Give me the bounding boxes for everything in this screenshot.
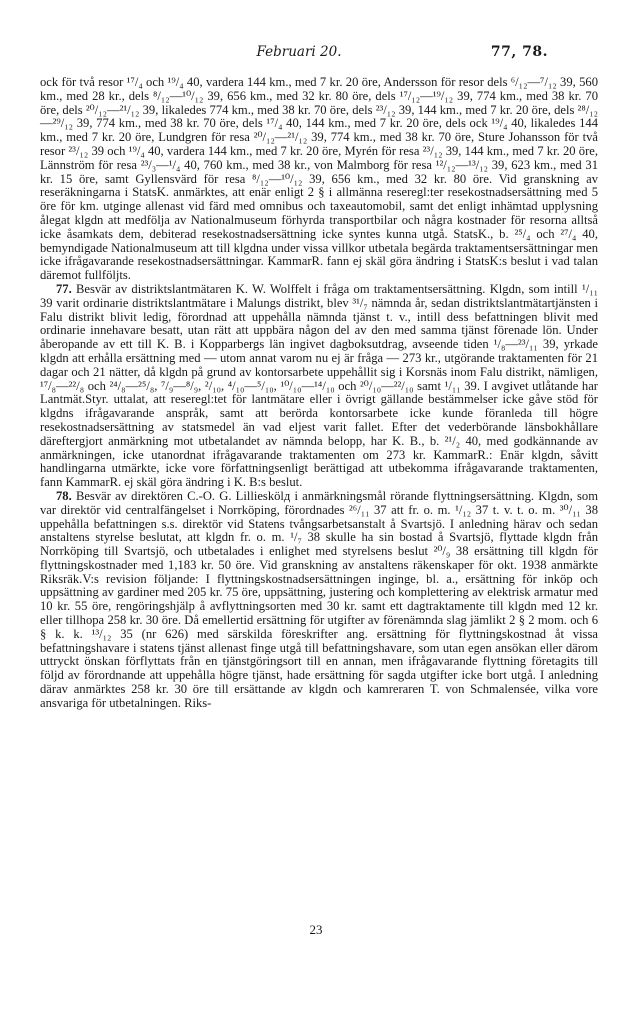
body-text	[40, 76, 598, 711]
paragraph-78	[40, 490, 598, 711]
section-numbers: 77, 78.	[490, 44, 548, 60]
paragraph-continuation	[40, 76, 598, 283]
paragraph-77	[40, 283, 598, 490]
paragraph-number: 78.	[56, 488, 72, 503]
paragraph-number: 77.	[56, 281, 72, 296]
paragraph-text: Besvär av direktören C.-O. G. Lillieskölд i anmärkningsmål rörande flyttningsersättning. Klgdn, som var direktör vid centralfängelset i Norrköping, förordnades ²⁶/₁₁ 37 att fr. o. m. ¹/₁₂ 37 t. v. t. o. m. ³⁰/₁₁ 38 uppehålla befattningen s.s. direktör vid Statens tvångsarbetsanstalt å Svartsjö. I anledning härav och sedan anstaltens styrelse beslutat, att klgdn fr. o. m. ¹/₇ 38 skulle ha sin bostad å Svartsjö, flyttade klgdn från Norrköping till Svartsjö, och utbetalades i enlighet med styrelsens beslut ²⁰/₉ 38 ersättning till klgdn för flyttningskostnader med 1,183 kr. 50 öre. Vid granskning av anstaltens räkenskaper för okt. 1938 anmärkte Riksräk.V:s revision följande: I flyttningskostnadsersättningen inginge, bl. a., ersättning för inköp och uppsättning av gardiner med 205 kr. 75 öre, uppsättning, justering och komplettering av elektrisk armatur med 10 kr. 55 öre, rengöringshjälp å avflyttningsorten med 30 kr. samt ett dagtraktamente till klgdn med 12 kr. eller tillhopa 258 kr. 30 öre. Då emellertid ersättning för utgifter av förenämnda slag jämlikt 2 § 2 mom. och 6 § k. k. ¹³/₁₂ 35 (nr 626) med särskilda föreskrifter ang. ersättning för flyttningskostnad åt vissa befattningshavare i statens tjänst allenast finge utgå till befattningshavare, som utan egen ansökan eller därom uttryckt önskan förflyttats från en tjänstgöringsort till en annan, men ifrågavarande flyttning företagits till följd av förordnande att uppehålla högre tjänst, hade ersättning för sagda utgifter icke bort utgå. I anledning därav anmärktes 258 kr. 30 öre till ersättande av klgdn och kamreraren T. von Schmalensée, vilka vore ansvariga för utbetalningen. Riks-	[40, 488, 598, 710]
page-header	[60, 44, 548, 68]
running-title: Februari 20.	[256, 44, 342, 60]
page-number: 23	[309, 922, 323, 937]
paragraph-text: ock för två resor ¹⁷/₄ och ¹⁹/₄ 40, vardera 144 km., med 7 kr. 20 öre, Andersson för resor dels ⁶/₁₂—⁷/₁₂ 39, 560 km., med 28 kr., dels ⁸/₁₂—¹⁰/₁₂ 39, 656 km., med 32 kr. 80 öre, dels ¹⁷/₁₂—¹⁹/₁₂ 39, 774 km., med 38 kr. 70 öre, dels ²⁰/₁₂—²¹/₁₂ 39, likaledes 774 km., med 38 kr. 70 öre, dels ²³/₁₂ 39, 144 km., med 7 kr. 20 öre, dels ²⁸/₁₂—²⁹/₁₂ 39, 774 km., med 38 kr. 70 öre, dels ¹⁷/₄ 40, 144 km., med 7 kr. 20 öre, dels ock ¹⁹/₄ 40, likaledes 144 km., med 7 kr. 20 öre, Lundgren för resa ²⁰/₁₂—²¹/₁₂ 39, 774 km., med 38 kr. 70 öre, Sture Johansson för två resor ²³/₁₂ 39 och ¹⁹/₄ 40, vardera 144 km., med 7 kr. 20 öre, Myrén för resa ²³/₁₂ 39, 144 km., med 7 kr. 20 öre, Lännström för resa ²³/₃—¹/₄ 40, 760 km., med 38 kr., von Malmborg för resa ¹²/₁₂—¹³/₁₂ 39, 623 km., med 31 kr. 15 öre, samt Gyllensvärd för resa ⁸/₁₂—¹⁰/₁₂ 39, 656 km., med 32 kr. 80 öre. Vid granskning av reseräkningarna i StatsK. anmärktes, att enär enligt 2 § i allmänna reseregl:ter resekostnadsersättning med 5 öre för km. utginge allenast vid färd med omnibus och taxeautomobil, samt det enligt inhämtad upplysning ålegat klgdn att medfölja av Nationalmuseum förhyrda transportbilar och några kostnader för resorna alltså icke åsamkats dem, debiterad resekostnadsersättning icke syntes kunna utgå. StatsK., b. ²⁵/₄ och ²⁷/₄ 40, bemyndigade Nationalmuseum att till klgdna under vissa villkor utbetala begärda traktamentsersättningar men icke ifrågavarande resekostnadsersättningar. KammarR. fann ej skäl göra ändring i StatsK:s beslut i vad talan däremot fullföljts.	[40, 75, 598, 283]
paragraph-text: Besvär av distriktslantmätaren K. W. Wolffelt i fråga om traktamentsersättning. Klgdn, som intill ¹/₁₁ 39 varit ordinarie distriktslantmätare i Malungs distrikt, blev ³¹/₇ nämnda år, sedan distriktslantmätartjänsten i Falu distrikt blivit ledig, förordnad att uppehålla nämnda tjänst t. v., intill dess befattningen blivit med ordinarie innehavare besatt, utan rätt att uppbära någon del av den med samma tjänst förenade lön. Under åberopande av ett till K. B. i Kopparbergs län ingivet dagboksutdrag, avseende tiden ¹/₈—²³/₁₁ 39, yrkade klgdn att erhålla ersättning med — utom annat varom nu ej är fråga — 273 kr., utgörande traktamenten för 21 dagar och 21 nätter, då klgdn på grund av kontorsarbete uppehållit sig i Korsnäs inom Falu distrikt, nämligen, ¹⁷/₈—²²/₈ och ²⁴/₈—²⁵/₈, ⁷/₉—⁸/₉, ²/₁₀, ⁴/₁₀—⁵/₁₀, ¹⁰/₁₀—¹⁴/₁₀ och ²⁰/₁₀—²²/₁₀ samt ¹/₁₁ 39. I avgivet utlåtande har Lantmät.Styr. uttalat, att reseregl:tet för lantmätare eller i övrigt gällande bestämmelser icke gåve stöd för klgdns ifrågavarande anspråk, samt att berörda kontorsarbete icke kunde föranleda till högre resekostnadsersättning av statsmedel än vad eljest varit fallet. Efter det vederbörande länsbokhållare däreftergjort anmärkning mot utbetalandet av nämnda belopp, har K. B., b. ²¹/₂ 40, med godkännande av anmärkningen, icke utanordnat ifrågavarande traktamenten om 273 kr. KammarR.: Enär klgdn, såvitt handlingarna utmärkte, icke vore författningsenligt berättigad att utbekomma ifrågavarande traktamenten, fann KammarR. ej skäl göra ändring i K. B:s beslut.	[40, 281, 599, 490]
